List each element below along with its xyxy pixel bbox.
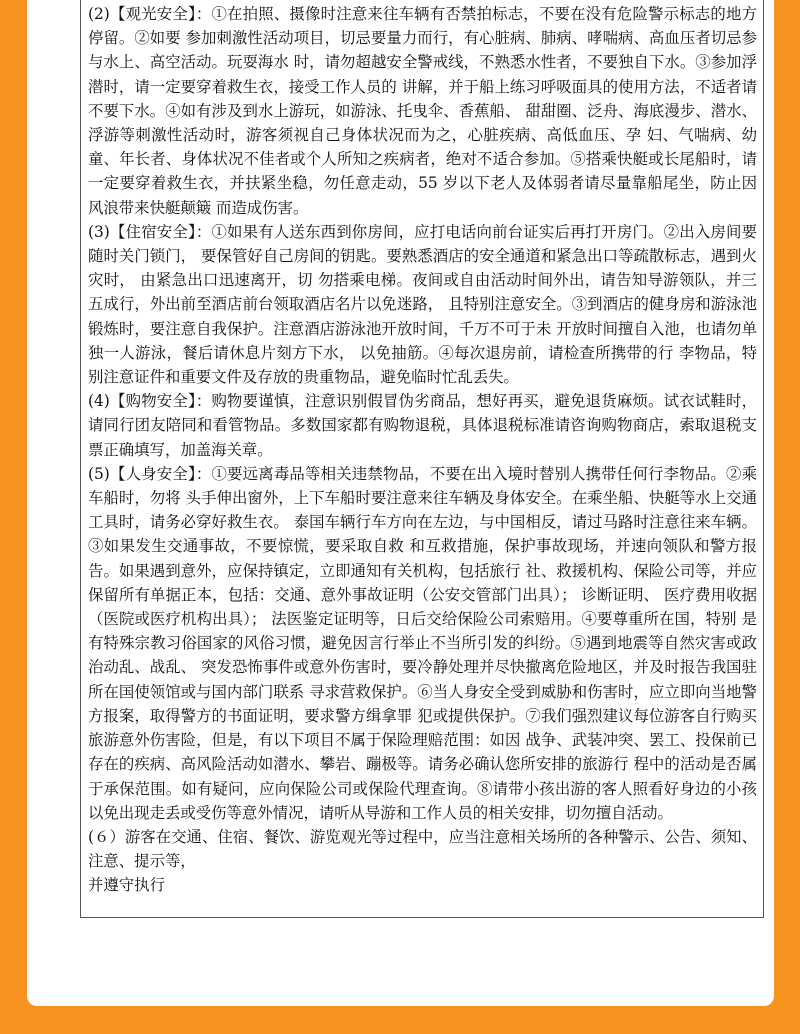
section-lodging-safety: (3)【住宿安全】：①如果有人送东西到你房间，应打电话向前台证实后再打开房门。②出入房间要随时关门锁门， 要保管好自己房间的钥匙。要熟悉酒店的安全通道和紧急出口等疏散标志，遇到火灾时， 由紧急出口迅速离开，切 勿搭乘电梯。夜间或自由活动时间外出，请告知导游领队，并三五成行，外出前至酒店前台领取酒店名片以免迷路， 且特别注意安全。③到酒店的健身房和游泳池锻炼时，要注意自我保护。注意酒店游泳池开放时间，千万不可于未 开放时间擅自入池，也请勿单独一人游泳，餐后请休息片刻方下水， 以免抽筋。④每次退房前，请检查所携带的行 李物品，特别注意证件和重要文件及存放的贵重物品，避免临时忙乱丢失。 [88, 222, 757, 387]
section-personal-safety: (5)【人身安全】：①要远离毒品等相关违禁物品，不要在出入境时替别人携带任何行李物品。②乘车船时，勿将 头手伸出窗外，上下车船时要注意来往车辆及身体安全。在乘坐船、快艇等水上交通工具时，请务必穿好救生衣。 泰国车辆行车方向在左边，与中国相反，请过马路时注意往来车辆。③如果发生交通事故，不要惊慌，要采取自救 和互救措施，保护事故现场，并速向领队和警方报告。如果遇到意外，应保持镇定，立即通知有关机构，包括旅行 社、救援机构、保险公司等，并应保留所有单据正本，包括：交通、意外事故证明（公安交管部门出具）； 诊断证明、 医疗费用收据（医院或医疗机构出具）； 法医鉴定证明等，日后交给保险公司索赔用。④要尊重所在国，特别 是有特殊宗教习俗国家的风俗习惯，避免因言行举止不当所引发的纠纷。⑤遇到地震等自然灾害或政治动乱、战乱、 突发恐怖事件或意外伤害时，要冷静处理并尽快撤离危险地区，并及时报告我国驻所在国使领馆或与国内部门联系 寻求营救保护。⑥当人身安全受到威胁和伤害时，应立即向当地警方报案，取得警方的书面证明，要求警方缉拿罪 犯或提供保护。⑦我们强烈建议每位游客自行购买旅游意外伤害险，但是，有以下项目不属于保险理赔范围：如因 战争、武装冲突、罢工、投保前已存在的疾病、高风险活动如潜水、攀岩、蹦极等。请务必确认您所安排的旅游行 程中的活动是否属于承保范围。如有疑问，应向保险公司或保险代理查询。⑧请带小孩出游的客人照看好身边的小孩以免出现走丢或受伤等意外情况，请听从导游和工作人员的相关安排，切勿擅自活动。 [88, 464, 757, 822]
section-sightseeing-safety: (2)【观光安全】：①在拍照、摄像时注意来往车辆有否禁拍标志，不要在没有危险警示标志的地方停留。②如要 参加刺激性活动项目，切忌要量力而行，有心脏病、肺病、哮喘病、高血压者切忌参与水上、高空活动。玩耍海水 时，请勿超越安全警戒线，不熟悉水性者，不要独自下水。③参加浮潜时，请一定要穿着救生衣，接受工作人员的 讲解，并于船上练习呼吸面具的使用方法，不适者请不要下水。④如有涉及到水上游玩，如游泳、托曳伞、香蕉船、 甜甜圈、泛舟、海底漫步、潜水、浮游等刺激性活动时，游客须视自己身体状况而为之，心脏疾病、高低血压、孕 妇、气喘病、幼童、年长者、身体状况不佳者或个人所知之疾病者，绝对不适合参加。⑤搭乘快艇或长尾船时，请 一定要穿着救生衣，并扶紧坐稳，勿任意走动，55 岁以下老人及体弱者请尽量靠船尾坐，防止因风浪带来快艇颠簸 而造成伤害。 [88, 5, 757, 217]
safety-notice-box [80, 0, 764, 918]
section-general-notice: (６）游客在交通、住宿、餐饮、游览观光等过程中，应当注意相关场所的各种警示、公告、须知、注意、提示等， [88, 827, 757, 871]
section-shopping-safety: (4)【购物安全】：购物要谨慎，注意识别假冒伪劣商品，想好再买，避免退货麻烦。试衣试鞋时，请同行团友陪同和看管物品。多数国家都有购物退税，具体退税标准请咨询购物商店，索取退税支票正确填写，加盖海关章。 [88, 392, 757, 459]
closing-line: 并遵守执行 [88, 876, 165, 895]
content-card [27, 0, 774, 1006]
